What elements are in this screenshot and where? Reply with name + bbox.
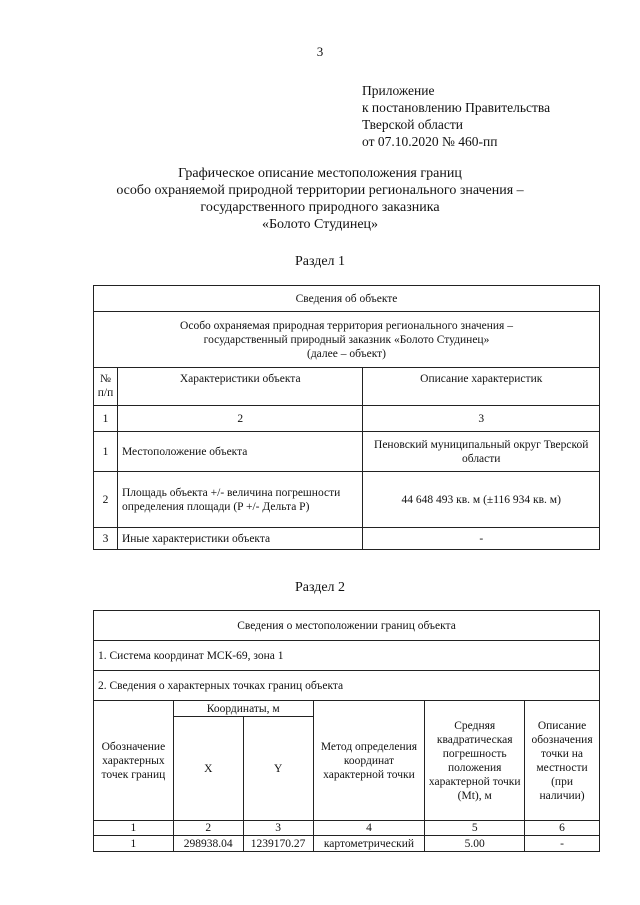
point-x: 298938.04 [173,836,243,852]
header-error: Средняя квадратическая погрешность положения характерной точки (Mt), м [425,701,525,821]
header-y: Y [243,717,313,821]
header-point-description: Описание обозначения точки на местности (при наличии) [525,701,600,821]
title-line: «Болото Студинец» [261,217,379,232]
title-line: государственного природного заказника [200,200,440,215]
title-line: Графическое описание местоположения границ [178,166,462,181]
appendix-block [362,82,550,150]
row-characteristic: Площадь объекта +/- величина погрешности определения площади (P +/- Дельта P) [117,472,363,528]
row-characteristic: Местоположение объекта [117,432,363,472]
title-line: особо охраняемой природной территории регионального значения – [116,183,524,198]
appendix-line: Тверской области [362,117,463,132]
page-number: 3 [316,44,324,59]
point-y: 1239170.27 [243,836,313,852]
point-error: 5.00 [425,836,525,852]
section1-heading: Раздел 1 [294,254,346,269]
row-description: 44 648 493 кв. м (±116 934 кв. м) [363,472,600,528]
index-cell: 4 [313,821,425,836]
object-line: Особо охраняемая природная территория регионального значения – [180,319,513,332]
table-title: Сведения о местоположении границ объекта [94,611,600,641]
document-title [60,165,580,233]
row-characteristic: Иные характеристики объекта [117,528,363,550]
header-designation: Обозначение характерных точек границ [94,701,174,821]
object-line: государственный природный заказник «Болото Студинец» [203,333,490,346]
table-row [94,432,600,472]
header-x: X [173,717,243,821]
index-cell: 3 [363,406,600,432]
points-info: 2. Сведения о характерных точках границ объекта [94,671,600,701]
coord-system: 1. Система координат МСК-69, зона 1 [94,641,600,671]
row-num: 2 [94,472,118,528]
point-id: 1 [94,836,174,852]
index-cell: 2 [173,821,243,836]
point-description: - [525,836,600,852]
table-row [94,472,600,528]
point-method: картометрический [313,836,425,852]
table-row [94,528,600,550]
index-cell: 1 [94,821,174,836]
row-num: 1 [94,432,118,472]
object-name-cell [94,312,600,368]
row-description: Пеновский муниципальный округ Тверской области [363,432,600,472]
index-cell: 1 [94,406,118,432]
index-cell: 5 [425,821,525,836]
index-cell: 3 [243,821,313,836]
object-info-table [93,285,600,550]
header-method: Метод определения координат характерной точки [313,701,425,821]
row-description: - [363,528,600,550]
header-coordinates: Координаты, м [173,701,313,717]
index-cell: 2 [117,406,363,432]
appendix-line: к постановлению Правительства [362,100,551,115]
table-row [94,836,600,852]
boundary-points-table [93,610,600,852]
appendix-line: Приложение [362,83,435,98]
row-num: 3 [94,528,118,550]
appendix-line: от 07.10.2020 № 460-пп [362,134,498,149]
header-characteristics: Характеристики объекта [117,368,363,406]
table-title: Сведения об объекте [94,286,600,312]
header-description: Описание характеристик [363,368,600,406]
header-num: № п/п [94,368,118,406]
object-line: (далее – объект) [307,347,386,360]
index-cell: 6 [525,821,600,836]
section2-heading: Раздел 2 [294,580,346,595]
